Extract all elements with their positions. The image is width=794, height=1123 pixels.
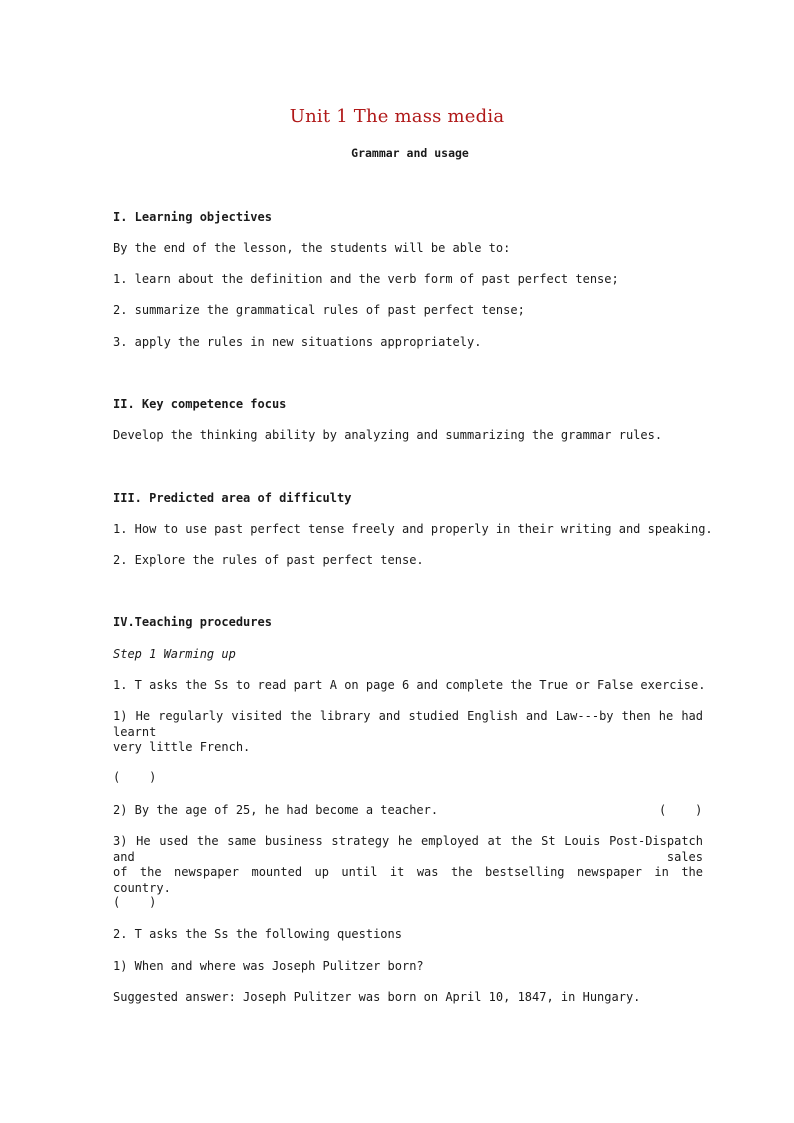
key-competence-text: Develop the thinking ability by analyzing and summarizing the grammar rules. (113, 428, 663, 442)
objective-item: 1. learn about the definition and the verb form of past perfect tense; (113, 272, 619, 286)
suggested-answer: Suggested answer: Joseph Pulitzer was born on April 10, 1847, in Hungary. (113, 990, 641, 1004)
section-heading-learning-objectives: I. Learning objectives (113, 210, 272, 224)
question-1-line-1: 1) He regularly visited the library and studied English and Law---by then he had learnt (113, 709, 703, 739)
question-1-line-2: very little French. (113, 740, 251, 754)
task-instruction: 1. T asks the Ss to read part A on page 6 and complete the True or False exercise. (113, 678, 706, 692)
answer-blank: ( ) (659, 803, 703, 817)
objectives-intro: By the end of the lesson, the students will be able to: (113, 241, 511, 255)
document-title: Unit 1 The mass media (289, 106, 505, 127)
section-heading-teaching-procedures: IV.Teaching procedures (113, 615, 272, 629)
objective-item: 3. apply the rules in new situations appropriately. (113, 335, 482, 349)
document-subtitle: Grammar and usage (351, 146, 469, 160)
step-heading: Step 1 Warming up (113, 647, 236, 661)
question-2: 2) By the age of 25, he had become a teacher. (113, 803, 439, 817)
discussion-question: 1) When and where was Joseph Pulitzer born? (113, 959, 424, 973)
section-heading-difficulty: III. Predicted area of difficulty (113, 491, 352, 505)
difficulty-item: 2. Explore the rules of past perfect tense. (113, 553, 424, 567)
task-instruction: 2. T asks the Ss the following questions (113, 927, 402, 941)
answer-blank: ( ) (113, 770, 157, 784)
objective-item: 2. summarize the grammatical rules of past perfect tense; (113, 303, 525, 317)
difficulty-item: 1. How to use past perfect tense freely and properly in their writing and speaking. (113, 522, 713, 536)
question-3-line-2: of the newspaper mounted up until it was the bestselling newspaper in the country. (113, 865, 703, 895)
section-heading-key-competence: II. Key competence focus (113, 397, 287, 411)
answer-blank: ( ) (113, 895, 157, 909)
question-3-line-1: 3) He used the same business strategy he employed at the St Louis Post-Dispatch and sales (113, 834, 703, 864)
